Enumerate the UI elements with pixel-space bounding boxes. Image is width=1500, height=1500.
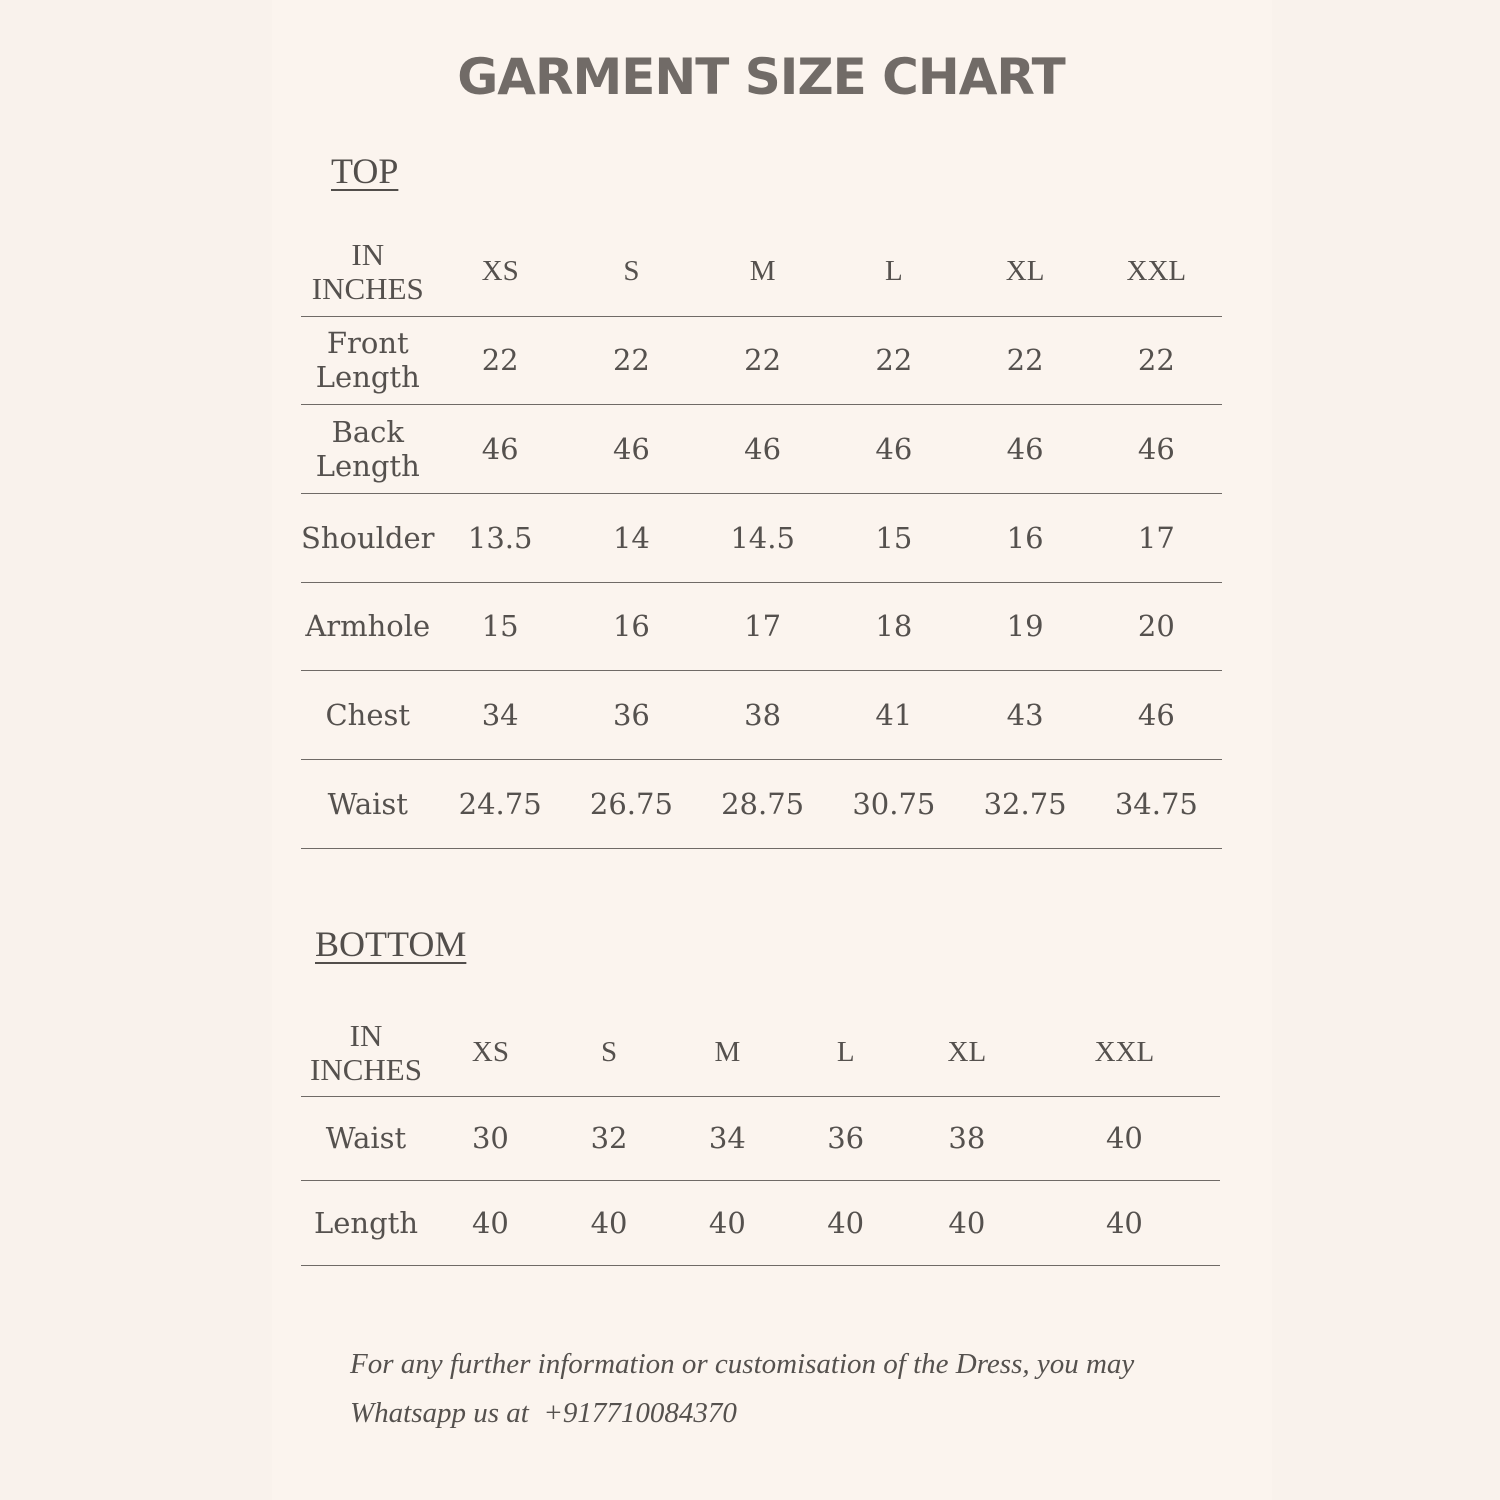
size-value: 13.5 [467, 520, 533, 555]
size-value: 22 [481, 343, 519, 378]
size-value: 40 [471, 1205, 509, 1240]
size-value: 17 [744, 609, 782, 644]
table-row [301, 671, 1222, 760]
unit-header-line1: IN [351, 236, 385, 272]
size-header: XXL [1094, 1036, 1155, 1069]
measurement-label: Chest [325, 698, 411, 733]
size-value: 34.75 [1114, 786, 1198, 821]
size-value: 40 [1105, 1121, 1143, 1156]
top-size-table [301, 228, 1222, 849]
measurement-label-line1: Back [331, 415, 404, 450]
size-value: 28.75 [721, 786, 805, 821]
size-value: 32.75 [983, 786, 1067, 821]
table-row [301, 1096, 1220, 1181]
unit-header-line2: INCHES [310, 1051, 422, 1087]
size-value: 40 [948, 1205, 986, 1240]
size-value: 38 [744, 698, 782, 733]
size-value: 34 [481, 698, 519, 733]
bottom-size-table [301, 1010, 1220, 1266]
size-value: 22 [1137, 343, 1175, 378]
size-value: 34 [708, 1121, 746, 1156]
size-value: 22 [875, 343, 913, 378]
size-value: 46 [1137, 432, 1175, 467]
size-value: 22 [1006, 343, 1044, 378]
size-value: 14 [612, 520, 650, 555]
size-value: 22 [744, 343, 782, 378]
size-value: 20 [1137, 609, 1175, 644]
table-row [301, 316, 1222, 405]
size-value: 14.5 [730, 520, 795, 555]
size-value: 15 [875, 520, 913, 555]
size-value: 40 [708, 1205, 746, 1240]
size-value: 43 [1006, 698, 1044, 733]
size-value: 46 [612, 432, 650, 467]
measurement-label: Length [314, 1205, 418, 1240]
measurement-label-line2: Length [315, 449, 420, 484]
size-value: 22 [612, 343, 650, 378]
size-value: 15 [481, 609, 519, 644]
size-value: 30 [471, 1121, 509, 1156]
size-header: XL [947, 1036, 987, 1069]
unit-header-line2: INCHES [311, 270, 424, 306]
size-value: 26.75 [589, 786, 673, 821]
measurement-label: Waist [325, 1121, 407, 1156]
size-value: 36 [827, 1121, 865, 1156]
table-header-row [301, 228, 1222, 316]
size-value: 46 [1137, 698, 1175, 733]
size-value: 46 [875, 432, 913, 467]
size-header: S [623, 255, 640, 288]
size-header: M [714, 1036, 741, 1069]
measurement-label: Waist [327, 786, 408, 821]
table-row [301, 582, 1222, 671]
size-value: 40 [1105, 1205, 1143, 1240]
measurement-label: Shoulder [301, 520, 435, 555]
size-value: 40 [590, 1205, 628, 1240]
measurement-label-line1: Front [326, 326, 409, 361]
measurement-label: Armhole [305, 609, 431, 644]
size-value: 46 [744, 432, 782, 467]
size-value: 40 [827, 1205, 865, 1240]
section-label-top: TOP [331, 151, 399, 191]
size-value: 46 [481, 432, 519, 467]
size-header: XS [471, 1036, 509, 1069]
table-row [301, 759, 1222, 848]
size-value: 18 [875, 609, 913, 644]
table-header-row [301, 1010, 1220, 1096]
table-row [301, 1181, 1220, 1266]
size-value: 24.75 [458, 786, 542, 821]
size-value: 46 [1006, 432, 1044, 467]
section-label-bottom: BOTTOM [315, 924, 467, 964]
size-value: 30.75 [852, 786, 936, 821]
size-header: L [885, 255, 903, 288]
unit-header [301, 1010, 431, 1096]
size-header: M [749, 255, 776, 288]
contact-note [350, 1340, 1230, 1438]
size-header: XL [1005, 255, 1045, 288]
table-row [301, 405, 1222, 494]
size-header: XXL [1126, 255, 1187, 288]
measurement-label-line2: Length [315, 360, 420, 395]
size-header: L [836, 1036, 855, 1069]
size-value: 17 [1137, 520, 1175, 555]
contact-note-line1: For any further information or customisation of the Dress, you may [350, 1348, 1135, 1380]
unit-header [301, 228, 435, 316]
size-value: 36 [612, 698, 650, 733]
size-value: 16 [612, 609, 650, 644]
size-value: 19 [1006, 609, 1044, 644]
size-value: 16 [1006, 520, 1044, 555]
size-value: 32 [590, 1121, 628, 1156]
size-value: 38 [948, 1121, 986, 1156]
unit-header-line1: IN [349, 1017, 383, 1053]
page-title: GARMENT SIZE CHART [457, 48, 1065, 106]
table-row [301, 493, 1222, 582]
measurement-label [301, 316, 435, 405]
contact-note-line2: Whatsapp us at +917710084370 [350, 1397, 737, 1429]
size-header: XS [481, 255, 519, 288]
size-value: 41 [875, 698, 913, 733]
size-header: S [600, 1036, 618, 1069]
measurement-label [301, 405, 435, 494]
